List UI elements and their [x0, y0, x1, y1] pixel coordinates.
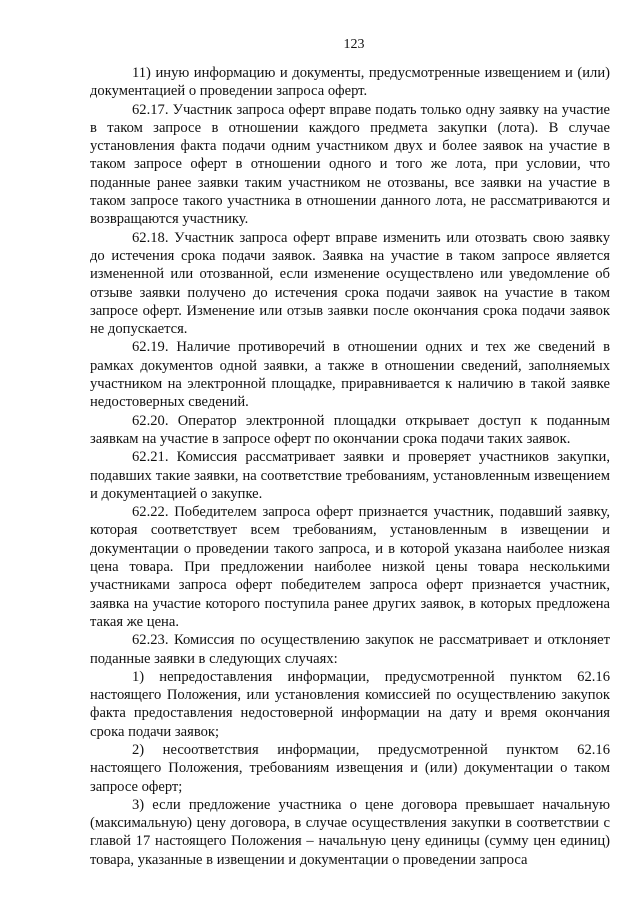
paragraph: 62.17. Участник запроса оферт вправе подать только одну заявку на участие в таком запросе в отношении каждого предмета закупки (лота). В случае установления факта подачи одним участником двух и более заявок на участие в таком запросе оферт в отношении одного и того же лота, при условии, что поданные ранее заявки таким участником не отозваны, все заявки на участие в таком запросе такого участника в отношении данного лота, не рассматриваются и возвращаются участнику.	[90, 101, 610, 228]
paragraph: 62.18. Участник запроса оферт вправе изменить или отозвать свою заявку до истечения срока подачи заявок. Заявка на участие в таком запросе является измененной или отозванной, если изменение осуществлено или уведомление об отзыве заявки получено до истечения срока подачи заявок на участие в таком запросе оферт. Изменение или отзыв заявки после окончания срока подачи заявок не допускается.	[90, 229, 610, 338]
paragraph: 62.21. Комиссия рассматривает заявки и проверяет участников закупки, подавших такие заявки, на соответствие требованиям, установленным извещением и документацией о закупке.	[90, 449, 610, 502]
paragraph: 62.22. Победителем запроса оферт признается участник, подавший заявку, которая соответствует всем требованиям, установленным в извещении и документации о проведении такого запроса, и в которой указана наиболее низкая цена товара. При предложении наиболее низкой цены товара несколькими участниками запроса оферт победителем запроса оферт признается участник, заявка на участие которого поступила ранее других заявок, в которых предложена такая же цена.	[90, 504, 610, 630]
paragraph: 11) иную информацию и документы, предусмотренные извещением и (или) документацией о проведении запроса оферт.	[90, 65, 610, 100]
document-body	[90, 64, 610, 869]
page-number: 123	[343, 37, 365, 52]
paragraph: 62.19. Наличие противоречий в отношении одних и тех же сведений в рамках документов одной заявки, а также в отношении сведений, заполняемых участником на электронной площадке, приравнивается к наличию в такой заявке недостоверных сведений.	[90, 339, 610, 411]
paragraph: 3) если предложение участника о цене договора превышает начальную (максимальную) цену договора, в случае осуществления закупки в соответствии с главой 17 настоящего Положения – начальную цену единицы (сумму цен единиц) товара, указанные в извещении и документации о проведении запроса	[90, 796, 610, 868]
paragraph: 62.23. Комиссия по осуществлению закупок не рассматривает и отклоняет поданные заявки в следующих случаях:	[90, 632, 610, 667]
paragraph: 1) непредоставления информации, предусмотренной пунктом 62.16 настоящего Положения, или установления комиссией по осуществлению закупок факта предоставления недостоверной информации на дату и время окончания срока подачи заявок;	[90, 668, 610, 740]
paragraph: 2) несоответствия информации, предусмотренной пунктом 62.16 настоящего Положения, требованиям извещения и (или) документации о таком запросе оферт;	[90, 741, 610, 795]
paragraph: 62.20. Оператор электронной площадки открывает доступ к поданным заявкам на участие в запросе оферт по окончании срока подачи таких заявок.	[90, 412, 610, 447]
